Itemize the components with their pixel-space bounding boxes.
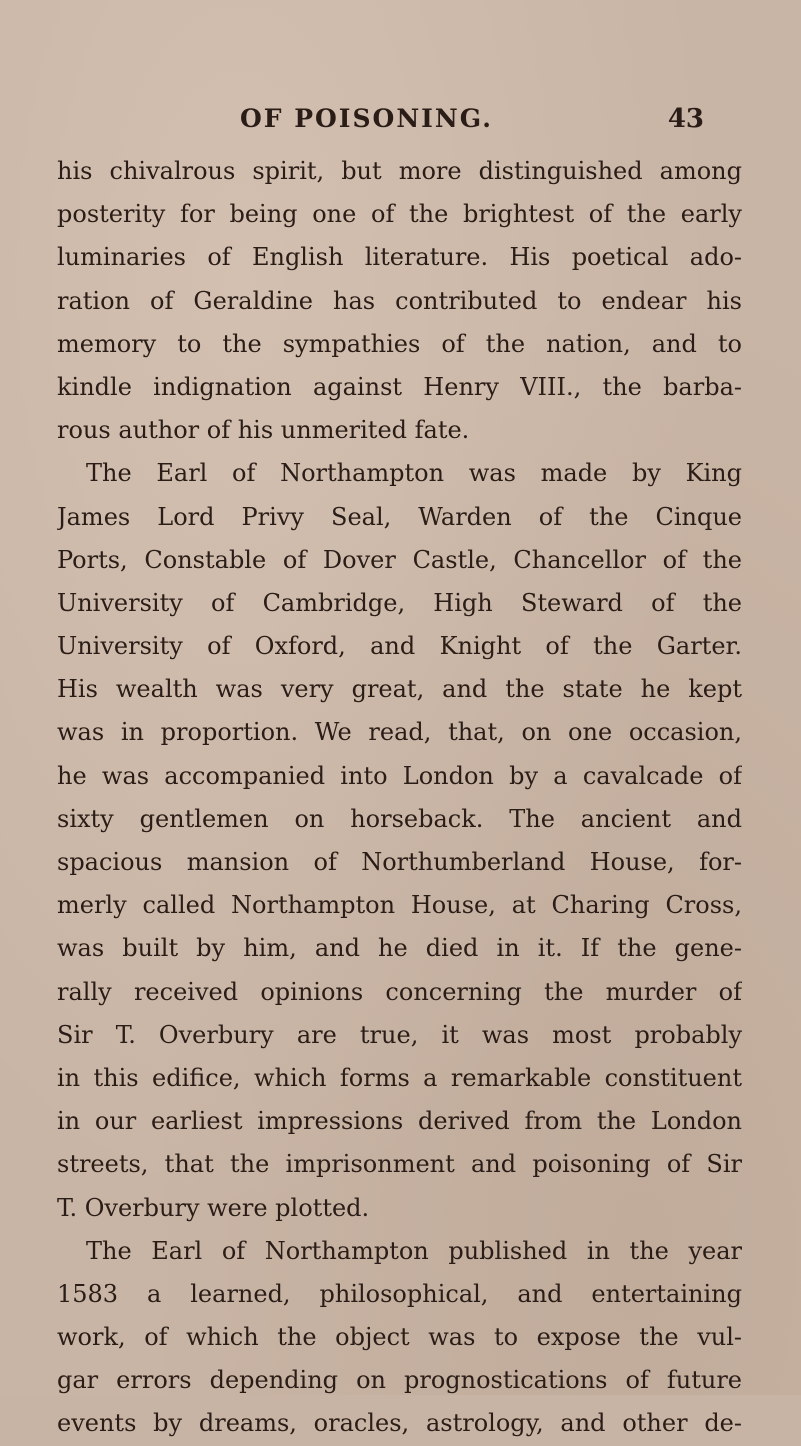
text-line: posterity for being one of the brightest of the early — [57, 200, 742, 229]
text-line: his chivalrous spirit, but more distinguished among — [57, 157, 742, 185]
text-line: 1583 a learned, philosophical, and entertaining — [57, 1279, 742, 1308]
text-line: events by dreams, oracles, astrology, and other de- — [57, 1409, 742, 1438]
text-line: merly called Northampton House, at Charing Cross, — [57, 891, 742, 920]
text-line: University of Oxford, and Knight of the Garter. — [57, 632, 742, 661]
text-line: in our earliest impressions derived from the London — [57, 1107, 742, 1136]
text-line: was built by him, and he died in it. If the gene- — [57, 934, 742, 963]
text-line: His wealth was very great, and the state he kept — [57, 675, 742, 704]
text-line: James Lord Privy Seal, Warden of the Cinque — [57, 502, 742, 531]
page-number: 43 — [667, 104, 704, 134]
text-line: Sir T. Overbury are true, it was most probably — [57, 1020, 742, 1049]
text-line: gar errors depending on prognostications of future — [57, 1366, 742, 1395]
text-line: rous author of his unmerited fate. — [57, 416, 470, 445]
text-line: ration of Geraldine has contributed to endear his — [57, 286, 742, 315]
text-line: The Earl of Northampton was made by King — [86, 459, 742, 488]
text-line: memory to the sympathies of the nation, and to — [57, 329, 742, 358]
running-head — [0, 104, 801, 138]
text-line: The Earl of Northampton published in the year — [86, 1236, 742, 1265]
text-line: University of Cambridge, High Steward of the — [57, 588, 742, 617]
text-line: sixty gentlemen on horseback. The ancient and — [57, 804, 742, 833]
text-line: work, of which the object was to expose the vul- — [57, 1323, 742, 1352]
text-line: was in proportion. We read, that, on one occasion, — [57, 718, 742, 747]
text-line: spacious mansion of Northumberland House, for- — [57, 848, 742, 876]
text-line: Ports, Constable of Dover Castle, Chancellor of the — [57, 545, 742, 574]
running-title: OF POISONING. — [240, 104, 493, 133]
text-line: he was accompanied into London by a cavalcade of — [57, 761, 742, 790]
text-line: streets, that the imprisonment and poisoning of Sir — [57, 1150, 742, 1179]
text-line: in this edifice, which forms a remarkable constituent — [57, 1063, 742, 1092]
text-line: rally received opinions concerning the murder of — [57, 977, 742, 1006]
text-line: luminaries of English literature. His poetical ado- — [57, 243, 742, 272]
text-line: T. Overbury were plotted. — [57, 1193, 370, 1222]
body-text — [57, 150, 742, 1446]
text-line: kindle indignation against Henry VIII., the barba- — [57, 372, 742, 401]
